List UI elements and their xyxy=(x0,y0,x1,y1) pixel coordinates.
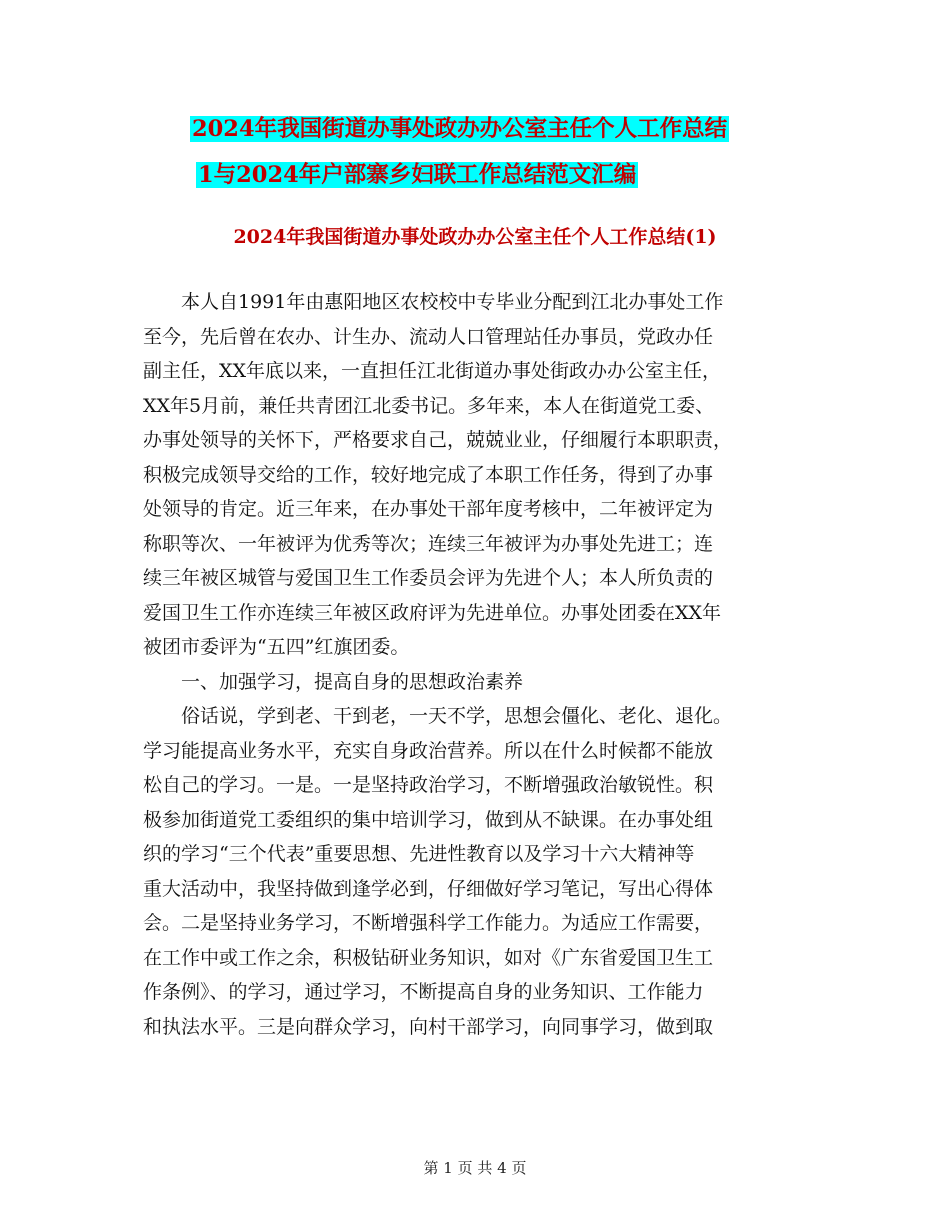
body-line: 和执法水平。三是向群众学习，向村干部学习，向同事学习，做到取 xyxy=(143,1015,714,1038)
body-line: 称职等次、一年被评为优秀等次；连续三年被评为办事处先进工；连 xyxy=(143,532,714,555)
body-line: 作条例》、的学习，通过学习，不断提高自身的业务知识、工作能力 xyxy=(143,981,704,1003)
body-line: 会。二是坚持业务学习，不断增强科学工作能力。为适应工作需要， xyxy=(143,912,714,934)
body-line: 续三年被区城管与爱国卫生工作委员会评为先进个人；本人所负责的 xyxy=(143,567,714,589)
body-line: 办事处领导的关怀下，严格要求自己，兢兢业业，仔细履行本职职责， xyxy=(143,429,733,451)
title-line-1 xyxy=(190,110,729,148)
body-line: 被团市委评为“五四”红旗团委。 xyxy=(143,636,410,658)
body-line: 极参加街道党工委组织的集中培训学习，做到从不缺课。在办事处组 xyxy=(143,808,714,831)
title-line-1-text: 2024年我国街道办事处政办办公室主任个人工作总结 xyxy=(192,116,728,142)
body-line: 松自己的学习。一是。一是坚持政治学习，不断增强政治敏锐性。积 xyxy=(143,774,714,796)
body-line: 俗话说，学到老、干到老，一天不学，思想会僵化、老化、退化。 xyxy=(181,705,733,727)
section-title: 2024年我国街道办事处政办办公室主任个人工作总结(1) xyxy=(233,226,717,248)
title-line-2 xyxy=(196,156,638,194)
body-line: 在工作中或工作之余，积极钻研业务知识，如对《广东省爱国卫生工 xyxy=(143,946,714,969)
body-line: 至今，先后曾在农办、计生办、流动人口管理站任办事员，党政办任 xyxy=(143,325,714,348)
body-line: XX年5月前，兼任共青团江北委书记。多年来，本人在街道党工委、 xyxy=(143,394,715,417)
body-line: 织的学习“三个代表”重要思想、先进性教育以及学习十六大精神等 xyxy=(143,843,695,865)
body-line: 积极完成领导交给的工作，较好地完成了本职工作任务，得到了办事 xyxy=(143,463,714,486)
page-footer: 第 1 页 共 4 页 xyxy=(423,1159,527,1177)
title-line-2-text: 1与2024年户部寨乡妇联工作总结范文汇编 xyxy=(198,162,637,188)
body-line: 爱国卫生工作亦连续三年被区政府评为先进单位。办事处团委在XX年 xyxy=(143,601,722,624)
body-line: 副主任，XX年底以来，一直担任江北街道办事处街政办办公室主任， xyxy=(143,360,722,382)
section-heading: 一、加强学习，提高自身的思想政治素养 xyxy=(181,670,524,693)
body-line: 处领导的肯定。近三年来，在办事处干部年度考核中，二年被评定为 xyxy=(143,498,714,520)
body-line: 重大活动中，我坚持做到逢学必到，仔细做好学习笔记，写出心得体 xyxy=(143,877,714,900)
body-line: 学习能提高业务水平，充实自身政治营养。所以在什么时候都不能放 xyxy=(143,739,714,762)
body-line: 本人自1991年由惠阳地区农校校中专毕业分配到江北办事处工作 xyxy=(181,291,724,313)
